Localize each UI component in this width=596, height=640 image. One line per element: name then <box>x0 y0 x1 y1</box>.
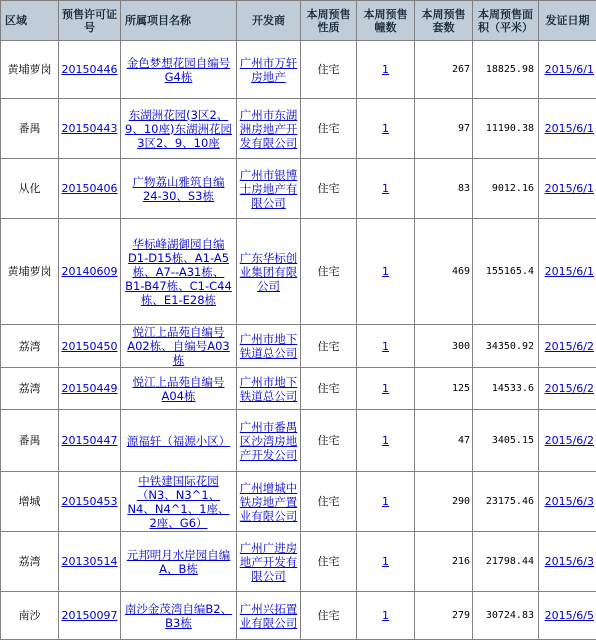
developer-link[interactable]: 广州兴拓置业有限公司 <box>240 602 298 630</box>
area-text: 从化 <box>19 182 41 195</box>
cell-units <box>415 410 473 472</box>
cell-buildings <box>357 410 415 472</box>
cell-developer <box>237 472 301 532</box>
cell-project <box>121 325 237 368</box>
project-link[interactable]: 南沙金茂湾自编B2、B3栋 <box>125 602 232 630</box>
cell-developer <box>237 41 301 99</box>
cell-area <box>1 159 59 219</box>
permit-link[interactable]: 20150446 <box>62 63 118 76</box>
cell-developer <box>237 410 301 472</box>
cell-units <box>415 592 473 640</box>
cell-area <box>1 472 59 532</box>
table-body <box>1 41 596 640</box>
permit-link[interactable]: 20140609 <box>62 265 118 278</box>
project-link[interactable]: 悦江上品苑自编号A02栋、自编号A03栋 <box>127 325 230 367</box>
type-text: 住宅 <box>318 495 340 508</box>
buildings-link[interactable]: 1 <box>382 63 389 76</box>
date-link[interactable]: 2015/6/2 <box>545 434 594 447</box>
cell-units <box>415 219 473 325</box>
cell-project <box>121 99 237 159</box>
cell-type <box>301 532 357 592</box>
cell-units <box>415 472 473 532</box>
cell-sqm <box>473 368 539 410</box>
project-link[interactable]: 广物荔山雅筑自编24-30、S3栋 <box>133 175 225 203</box>
cell-project <box>121 219 237 325</box>
developer-link[interactable]: 广州市地下铁道总公司 <box>240 375 298 403</box>
permit-link[interactable]: 20150449 <box>62 382 118 395</box>
cell-project <box>121 368 237 410</box>
date-link[interactable]: 2015/6/1 <box>545 182 594 195</box>
cell-permit <box>59 532 121 592</box>
cell-developer <box>237 368 301 410</box>
developer-link[interactable]: 广州市万轩房地产 <box>240 56 298 84</box>
cell-sqm <box>473 532 539 592</box>
cell-permit <box>59 99 121 159</box>
permit-link[interactable]: 20150406 <box>62 182 118 195</box>
cell-units <box>415 99 473 159</box>
date-link[interactable]: 2015/6/2 <box>545 382 594 395</box>
cell-developer <box>237 159 301 219</box>
permit-link[interactable]: 20150447 <box>62 434 118 447</box>
cell-buildings <box>357 532 415 592</box>
date-link[interactable]: 2015/6/5 <box>545 609 594 622</box>
cell-date <box>539 159 596 219</box>
cell-developer <box>237 592 301 640</box>
header-project: 所属项目名称 <box>121 1 237 41</box>
cell-sqm <box>473 99 539 159</box>
type-text: 住宅 <box>318 340 340 353</box>
units-text: 83 <box>458 183 470 194</box>
cell-area <box>1 532 59 592</box>
permit-link[interactable]: 20150453 <box>62 495 118 508</box>
type-text: 住宅 <box>318 265 340 278</box>
sqm-text: 3405.15 <box>492 435 534 446</box>
date-link[interactable]: 2015/6/1 <box>545 122 594 135</box>
units-text: 216 <box>452 556 470 567</box>
cell-date <box>539 325 596 368</box>
type-text: 住宅 <box>318 555 340 568</box>
header-permit: 预售许可证号 <box>59 1 121 41</box>
cell-type <box>301 410 357 472</box>
cell-buildings <box>357 325 415 368</box>
developer-link[interactable]: 广州市东湖洲房地产开发有限公司 <box>240 108 298 150</box>
buildings-link[interactable]: 1 <box>382 122 389 135</box>
header-type: 本周预售性质 <box>301 1 357 41</box>
date-link[interactable]: 2015/6/1 <box>545 63 594 76</box>
type-text: 住宅 <box>318 609 340 622</box>
header-buildings: 本周预售幢数 <box>357 1 415 41</box>
cell-date <box>539 532 596 592</box>
cell-buildings <box>357 592 415 640</box>
area-text: 黄埔萝岗 <box>8 63 52 76</box>
cell-buildings <box>357 99 415 159</box>
cell-sqm <box>473 41 539 99</box>
cell-units <box>415 41 473 99</box>
cell-project <box>121 410 237 472</box>
cell-permit <box>59 472 121 532</box>
cell-date <box>539 592 596 640</box>
cell-permit <box>59 325 121 368</box>
area-text: 荔湾 <box>19 555 41 568</box>
cell-sqm <box>473 219 539 325</box>
buildings-link[interactable]: 1 <box>382 495 389 508</box>
area-text: 荔湾 <box>19 340 41 353</box>
area-text: 荔湾 <box>19 382 41 395</box>
sqm-text: 11190.38 <box>486 123 534 134</box>
cell-type <box>301 325 357 368</box>
developer-link[interactable]: 广东华标创业集团有限公司 <box>240 251 298 293</box>
permit-link[interactable]: 20150097 <box>62 609 118 622</box>
type-text: 住宅 <box>318 382 340 395</box>
cell-date <box>539 368 596 410</box>
date-link[interactable]: 2015/6/2 <box>545 340 594 353</box>
table-row <box>1 99 596 159</box>
table-row <box>1 219 596 325</box>
developer-link[interactable]: 广州增城中铁房地产置业有限公司 <box>240 481 298 523</box>
sqm-text: 23175.46 <box>486 496 534 507</box>
cell-type <box>301 219 357 325</box>
developer-link[interactable]: 广州市番禺区沙湾房地产开发公司 <box>240 420 298 462</box>
permit-link[interactable]: 20150450 <box>62 340 118 353</box>
buildings-link[interactable]: 1 <box>382 382 389 395</box>
buildings-link[interactable]: 1 <box>382 182 389 195</box>
area-text: 增城 <box>19 495 41 508</box>
cell-permit <box>59 159 121 219</box>
buildings-link[interactable]: 1 <box>382 609 389 622</box>
cell-buildings <box>357 472 415 532</box>
cell-buildings <box>357 41 415 99</box>
date-link[interactable]: 2015/6/3 <box>545 555 594 568</box>
table-row <box>1 472 596 532</box>
cell-area <box>1 592 59 640</box>
sqm-text: 14533.6 <box>492 383 534 394</box>
project-link[interactable]: 中铁建国际花园（N3、N3^1、N4、N4^1、1座、2座、G6） <box>127 474 229 530</box>
cell-area <box>1 325 59 368</box>
cell-units <box>415 368 473 410</box>
date-link[interactable]: 2015/6/1 <box>545 265 594 278</box>
table-row <box>1 410 596 472</box>
header-date: 发证日期 <box>539 1 596 41</box>
cell-project <box>121 41 237 99</box>
table-row <box>1 592 596 640</box>
cell-sqm <box>473 472 539 532</box>
table-row <box>1 325 596 368</box>
cell-buildings <box>357 159 415 219</box>
units-text: 125 <box>452 383 470 394</box>
area-text: 番禺 <box>19 434 41 447</box>
cell-type <box>301 41 357 99</box>
header-units: 本周预售套数 <box>415 1 473 41</box>
area-text: 番禺 <box>19 122 41 135</box>
project-link[interactable]: 悦江上品苑自编号A04栋 <box>133 375 225 403</box>
project-link[interactable]: 金色梦想花园自编号G4栋 <box>127 56 231 84</box>
units-text: 47 <box>458 435 470 446</box>
cell-date <box>539 219 596 325</box>
buildings-link[interactable]: 1 <box>382 555 389 568</box>
cell-date <box>539 41 596 99</box>
project-link[interactable]: 东湖洲花园(3区2、9、10座)东湖洲花园3区2、9、10座 <box>125 108 232 150</box>
table-row <box>1 532 596 592</box>
type-text: 住宅 <box>318 182 340 195</box>
developer-link[interactable]: 广州市地下铁道总公司 <box>240 332 298 360</box>
cell-type <box>301 99 357 159</box>
cell-area <box>1 99 59 159</box>
project-link[interactable]: 源福轩（福源小区） <box>127 434 231 448</box>
cell-buildings <box>357 219 415 325</box>
cell-date <box>539 410 596 472</box>
cell-sqm <box>473 325 539 368</box>
cell-developer <box>237 219 301 325</box>
header-sqm: 本周预售面积（平米） <box>473 1 539 41</box>
cell-sqm <box>473 159 539 219</box>
cell-sqm <box>473 410 539 472</box>
units-text: 469 <box>452 266 470 277</box>
units-text: 300 <box>452 341 470 352</box>
cell-project <box>121 472 237 532</box>
header-row <box>1 1 596 41</box>
permit-link[interactable]: 20130514 <box>62 555 118 568</box>
cell-type <box>301 368 357 410</box>
cell-buildings <box>357 368 415 410</box>
cell-type <box>301 592 357 640</box>
developer-link[interactable]: 广州广进房地产开发有限公司 <box>240 541 298 583</box>
table-row <box>1 41 596 99</box>
cell-date <box>539 99 596 159</box>
cell-type <box>301 159 357 219</box>
cell-area <box>1 41 59 99</box>
cell-area <box>1 410 59 472</box>
cell-developer <box>237 325 301 368</box>
cell-units <box>415 532 473 592</box>
cell-developer <box>237 532 301 592</box>
cell-area <box>1 368 59 410</box>
units-text: 279 <box>452 610 470 621</box>
cell-units <box>415 325 473 368</box>
date-link[interactable]: 2015/6/3 <box>545 495 594 508</box>
header-developer: 开发商 <box>237 1 301 41</box>
sqm-text: 21798.44 <box>486 556 534 567</box>
sqm-text: 30724.83 <box>486 610 534 621</box>
cell-sqm <box>473 592 539 640</box>
sqm-text: 34350.92 <box>486 341 534 352</box>
table-row <box>1 159 596 219</box>
cell-permit <box>59 410 121 472</box>
project-link[interactable]: 元邦明月水岸园自编A、B栋 <box>127 548 231 576</box>
sqm-text: 155165.4 <box>486 266 534 277</box>
permit-link[interactable]: 20150443 <box>62 122 118 135</box>
cell-area <box>1 219 59 325</box>
developer-link[interactable]: 广州市银博士房地产有限公司 <box>240 168 298 210</box>
cell-permit <box>59 41 121 99</box>
cell-project <box>121 159 237 219</box>
units-text: 290 <box>452 496 470 507</box>
area-text: 南沙 <box>19 609 41 622</box>
type-text: 住宅 <box>318 434 340 447</box>
project-link[interactable]: 华标峰湖御园自编D1-D15栋、A1-A5栋、A7--A31栋、B1-B47栋、C1-C44栋、E1-E28栋 <box>125 237 232 307</box>
cell-date <box>539 472 596 532</box>
cell-permit <box>59 368 121 410</box>
cell-permit <box>59 219 121 325</box>
type-text: 住宅 <box>318 122 340 135</box>
cell-project <box>121 532 237 592</box>
type-text: 住宅 <box>318 63 340 76</box>
table-row <box>1 368 596 410</box>
cell-units <box>415 159 473 219</box>
cell-project <box>121 592 237 640</box>
buildings-link[interactable]: 1 <box>382 340 389 353</box>
buildings-link[interactable]: 1 <box>382 434 389 447</box>
cell-developer <box>237 99 301 159</box>
header-area: 区域 <box>1 1 59 41</box>
cell-type <box>301 472 357 532</box>
cell-permit <box>59 592 121 640</box>
area-text: 黄埔萝岗 <box>8 265 52 278</box>
sqm-text: 9012.16 <box>492 183 534 194</box>
buildings-link[interactable]: 1 <box>382 265 389 278</box>
sqm-text: 18825.98 <box>486 64 534 75</box>
units-text: 97 <box>458 123 470 134</box>
units-text: 267 <box>452 64 470 75</box>
